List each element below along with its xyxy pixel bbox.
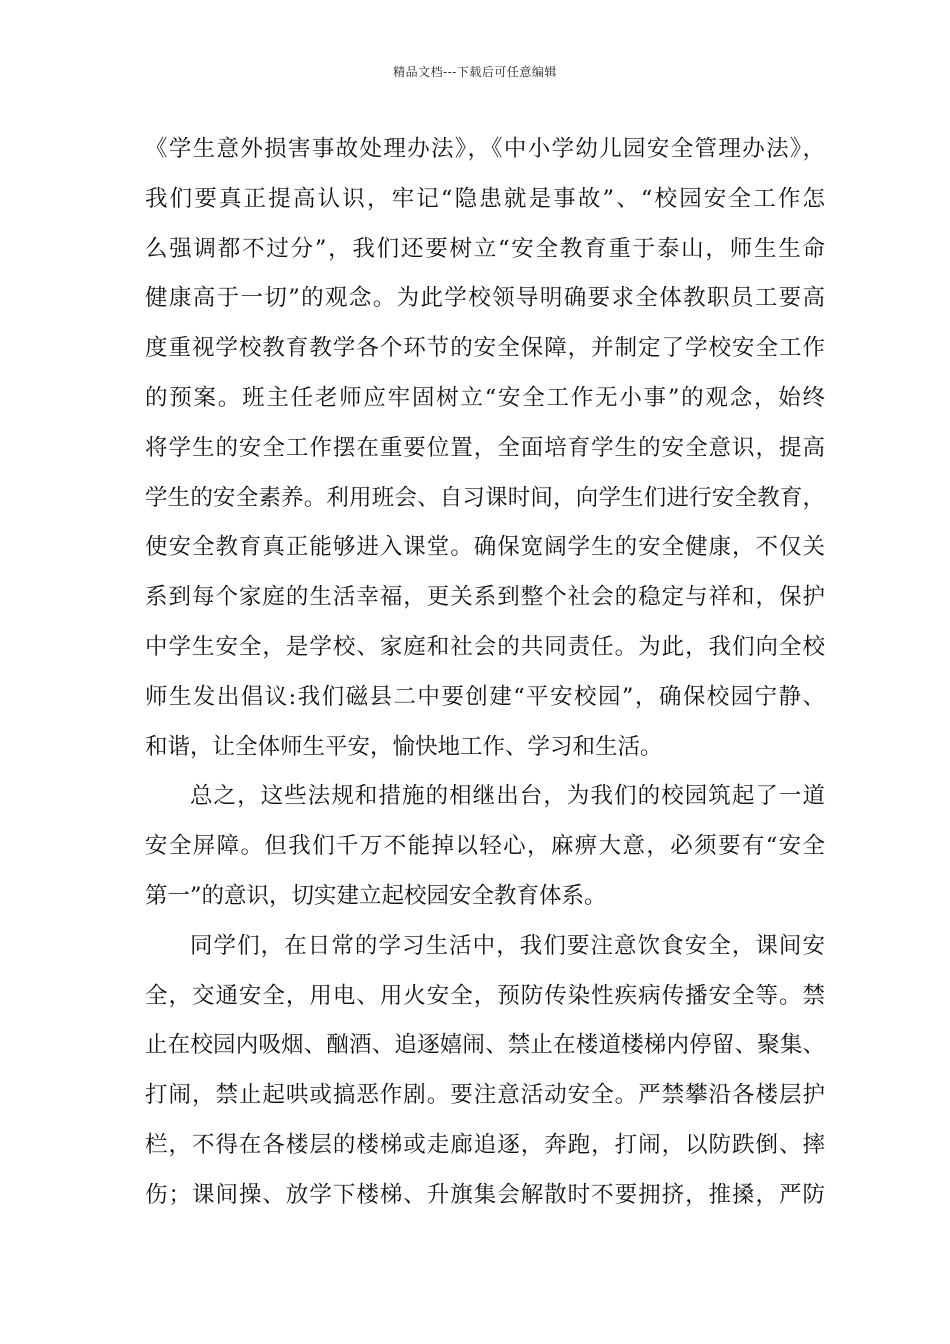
text-line: 和谐，让全体师生平安，愉快地工作、学习和生活。 [145,733,663,760]
page-header: 精品文档---下载后可任意编辑 [393,65,557,79]
text-line: 师生发出倡议:我们磁县二中要创建“平安校园”，确保校园宁静、 [145,683,825,710]
text-line: 伤；课间操、放学下楼梯、升旗集会解散时不要拥挤，推搡，严防 [145,1181,825,1208]
text-line: 的预案。班主任老师应牢固树立“安全工作无小事”的观念，始终 [145,384,825,411]
text-line: 止在校园内吸烟、酗酒、追逐嬉闹、禁止在楼道楼梯内停留、聚集、 [145,1032,825,1059]
text-line: 么强调都不过分”，我们还要树立“安全教育重于泰山，师生生命 [145,235,825,262]
text-line: 度重视学校教育教学各个环节的安全保障，并制定了学校安全工作 [145,335,825,362]
document-body [145,125,825,1221]
text-line: 安全屏障。但我们千万不能掉以轻心，麻痹大意，必须要有“安全 [145,833,825,860]
text-line: 使安全教育真正能够进入课堂。确保宽阔学生的安全健康，不仅关 [145,534,825,561]
text-line: 健康高于一切”的观念。为此学校领导明确要求全体教职员工要高 [145,285,825,312]
text-line: 中学生安全，是学校、家庭和社会的共同责任。为此，我们向全校 [145,633,825,660]
text-line: 我们要真正提高认识，牢记“隐患就是事故”、“校园安全工作怎 [145,185,825,212]
paragraph-first-line: 同学们，在日常的学习生活中，我们要注意饮食安全，课间安 [190,932,825,959]
text-line: 打闹，禁止起哄或搞恶作剧。要注意活动安全。严禁攀沿各楼层护 [145,1082,825,1109]
text-line: 栏，不得在各楼层的楼梯或走廊追逐，奔跑，打闹，以防跌倒、摔 [145,1131,825,1158]
text-line: 学生的安全素养。利用班会、自习课时间，向学生们进行安全教育， [145,484,825,511]
text-line: 将学生的安全工作摆在重要位置，全面培育学生的安全意识，提高 [145,434,825,461]
text-line: 全，交通安全，用电、用火安全，预防传染性疾病传播安全等。禁 [145,982,825,1009]
text-line: 系到每个家庭的生活幸福，更关系到整个社会的稳定与祥和，保护 [145,584,825,611]
text-line: 第一”的意识，切实建立起校园安全教育体系。 [145,882,607,909]
paragraph-first-line: 总之，这些法规和措施的相继出台，为我们的校园筑起了一道 [190,783,825,810]
text-line: 《学生意外损害事故处理办法》，《中小学幼儿园安全管理办法》， [145,136,825,162]
